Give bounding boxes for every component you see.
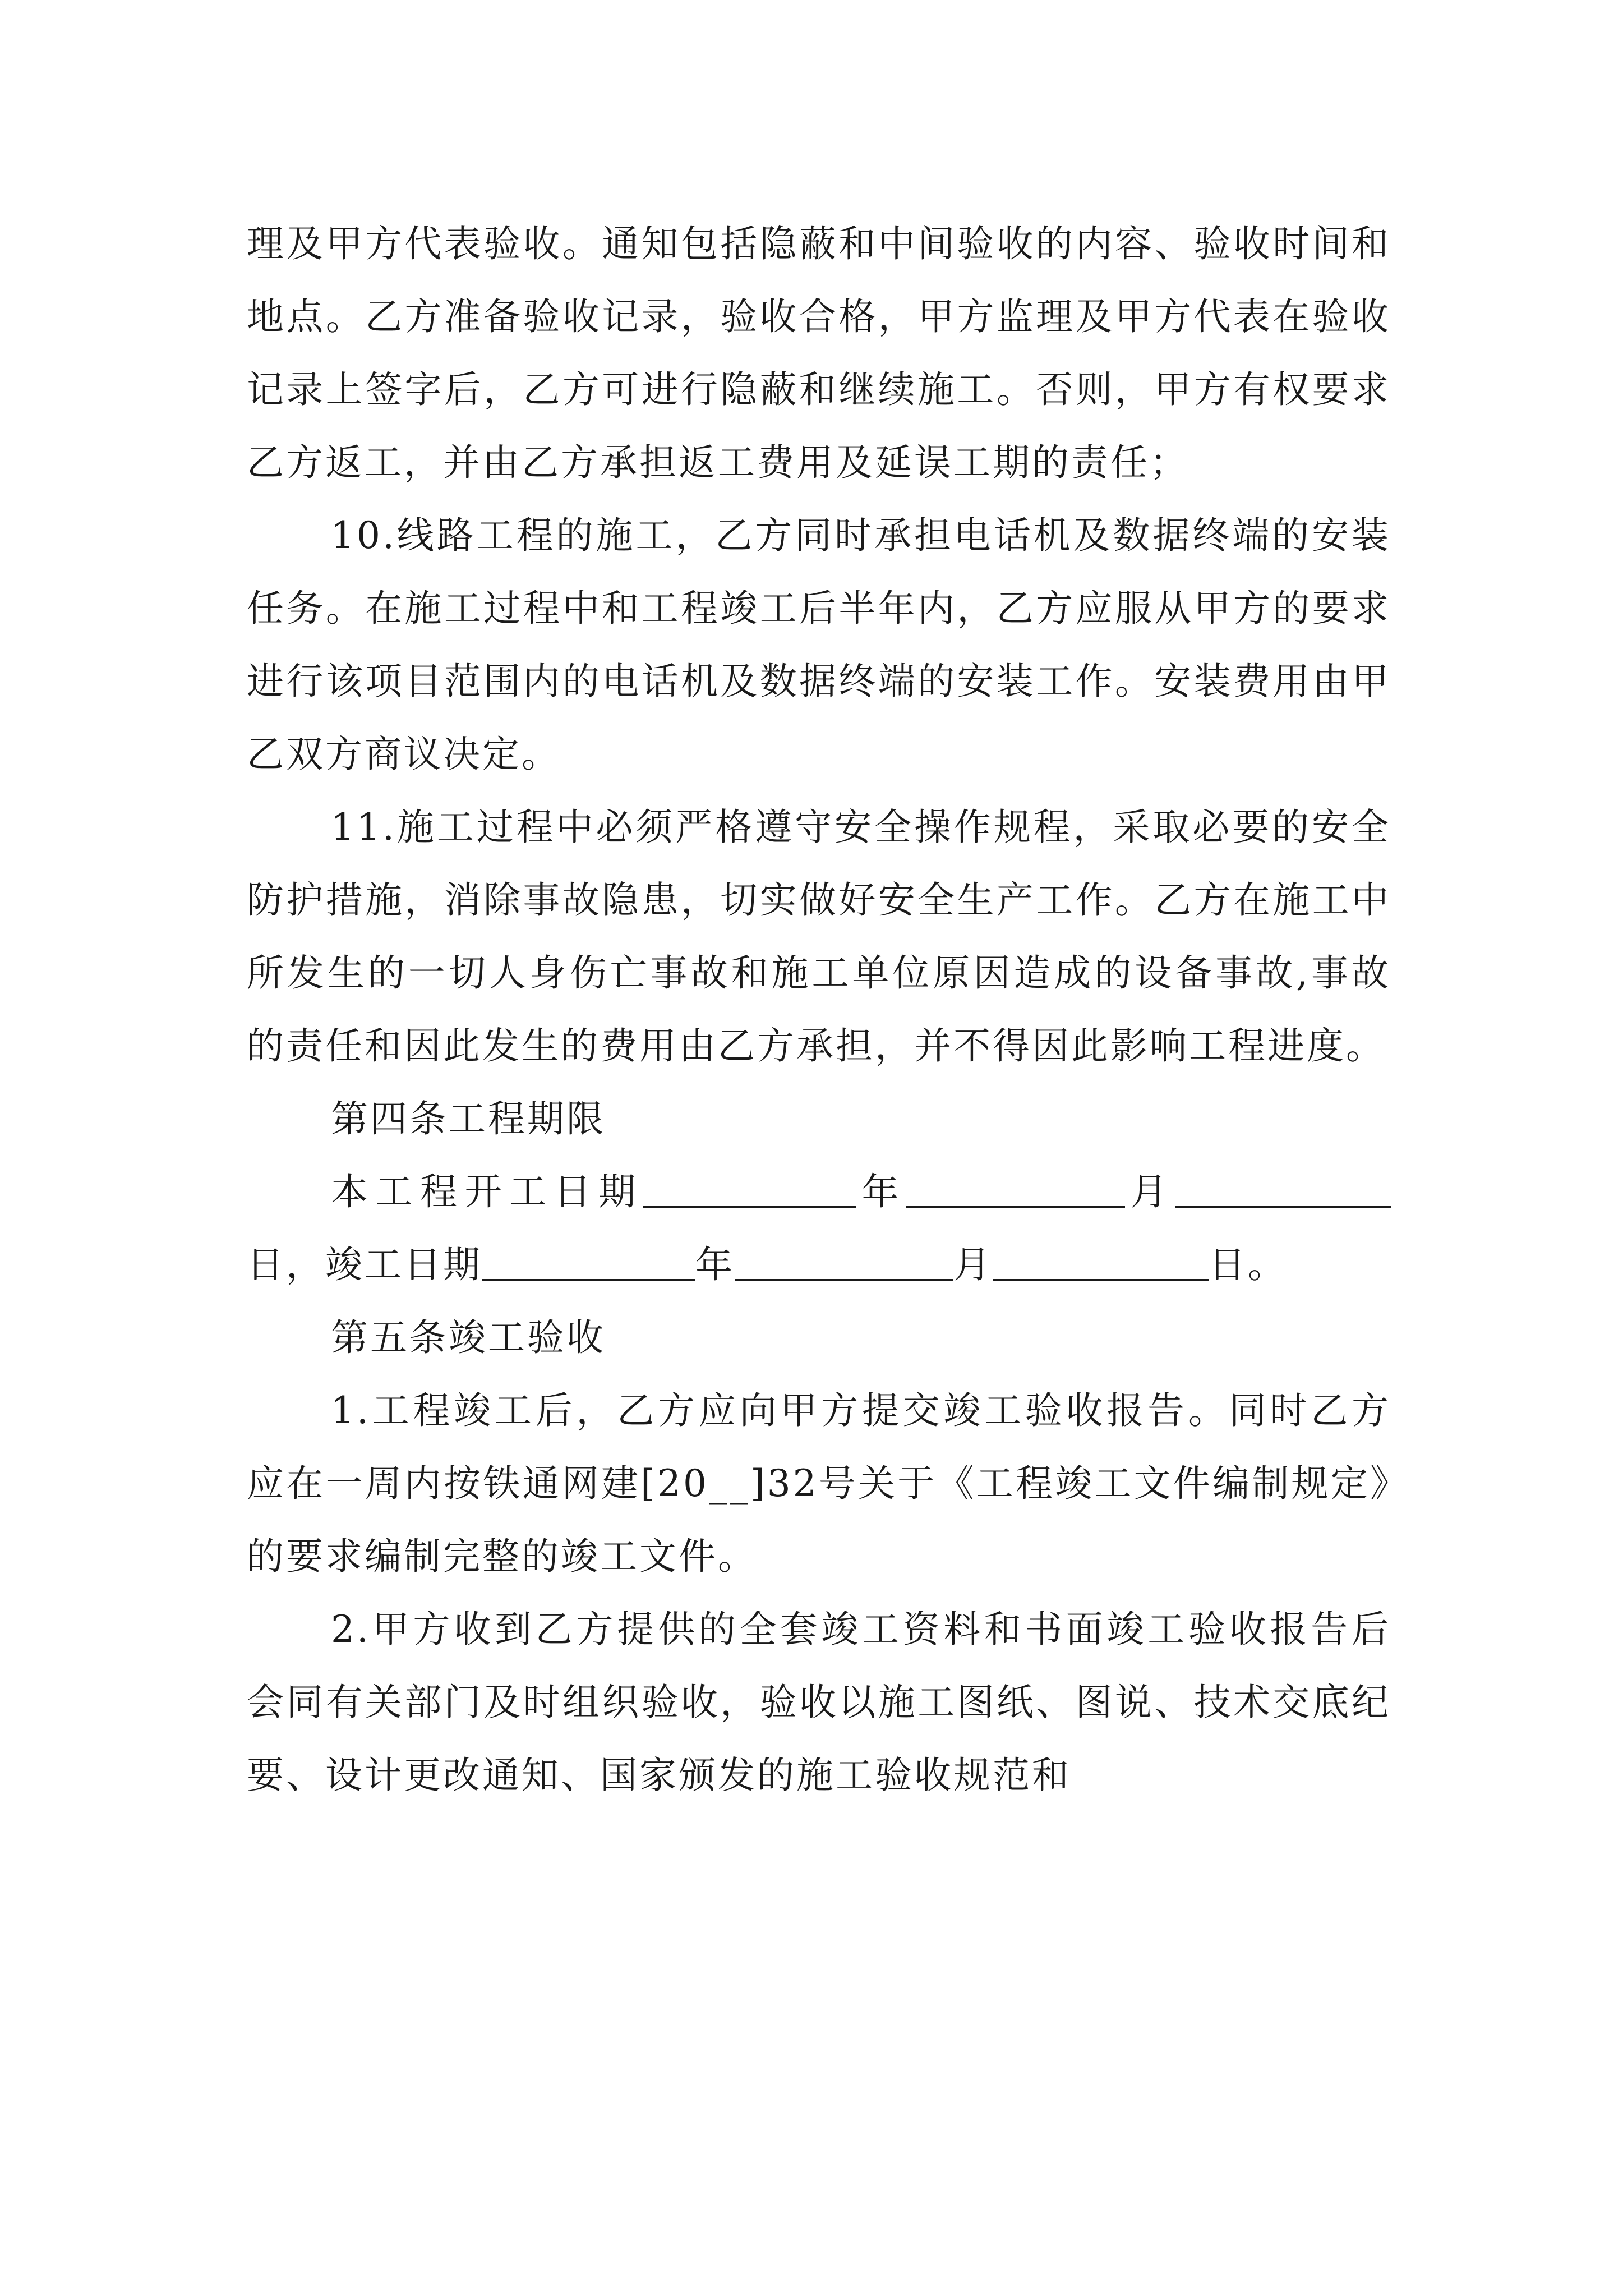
month-label-2: 月 xyxy=(953,1243,993,1286)
start-month-blank xyxy=(906,1161,1125,1208)
day-label: 日 xyxy=(247,1243,286,1286)
end-date-label: ，竣工日期 xyxy=(286,1243,482,1286)
day-label-2: 日。 xyxy=(1209,1243,1287,1286)
start-date-label: 本工程开工日期 xyxy=(331,1170,643,1213)
heading-article-5: 第五条竣工验收 xyxy=(331,1316,606,1359)
year-label: 年 xyxy=(856,1170,906,1213)
start-day-blank xyxy=(1175,1161,1391,1208)
paragraph-inspection-continued: 理及甲方代表验收。通知包括隐蔽和中间验收的内容、验收时间和地点。乙方准备验收记录，验收合格，甲方监理及甲方代表在验收记录上签字后，乙方可进行隐蔽和继续施工。否则，甲方有权要求乙方返工，并由乙方承担返工费用及延误工期的责任； xyxy=(247,222,1391,484)
start-year-blank xyxy=(643,1161,856,1208)
paragraph-acceptance-2: 2.甲方收到乙方提供的全套竣工资料和书面竣工验收报告后会同有关部门及时组织验收，验收以施工图纸、图说、技术交底纪要、设计更改通知、国家颁发的施工验收规范和 xyxy=(247,1608,1391,1797)
month-label: 月 xyxy=(1124,1170,1175,1213)
heading-article-4: 第四条工程期限 xyxy=(331,1097,606,1140)
year-label-2: 年 xyxy=(695,1243,735,1286)
end-year-blank xyxy=(482,1234,695,1281)
paragraph-item-10: 10.线路工程的施工，乙方同时承担电话机及数据终端的安装任务。在施工过程中和工程竣工后半年内，乙方应服从甲方的要求进行该项目范围内的电话机及数据终端的安装工作。安装费用由甲乙双方商议决定。 xyxy=(247,514,1391,776)
paragraph-item-11: 11.施工过程中必须严格遵守安全操作规程，采取必要的安全防护措施，消除事故隐患，切实做好安全生产工作。乙方在施工中所发生的一切人身伤亡事故和施工单位原因造成的设备事故,事故的责任和因此发生的费用由乙方承担，并不得因此影响工程进度。 xyxy=(247,806,1391,1068)
end-month-blank xyxy=(735,1234,953,1281)
document-page xyxy=(247,208,1391,1812)
end-day-blank xyxy=(993,1234,1209,1281)
paragraph-acceptance-1: 1.工程竣工后，乙方应向甲方提交竣工验收报告。同时乙方应在一周内按铁通网建[20__]32号关于《工程竣工文件编制规定》的要求编制完整的竣工文件。 xyxy=(247,1389,1391,1578)
paragraph-project-period xyxy=(247,1156,1391,1301)
